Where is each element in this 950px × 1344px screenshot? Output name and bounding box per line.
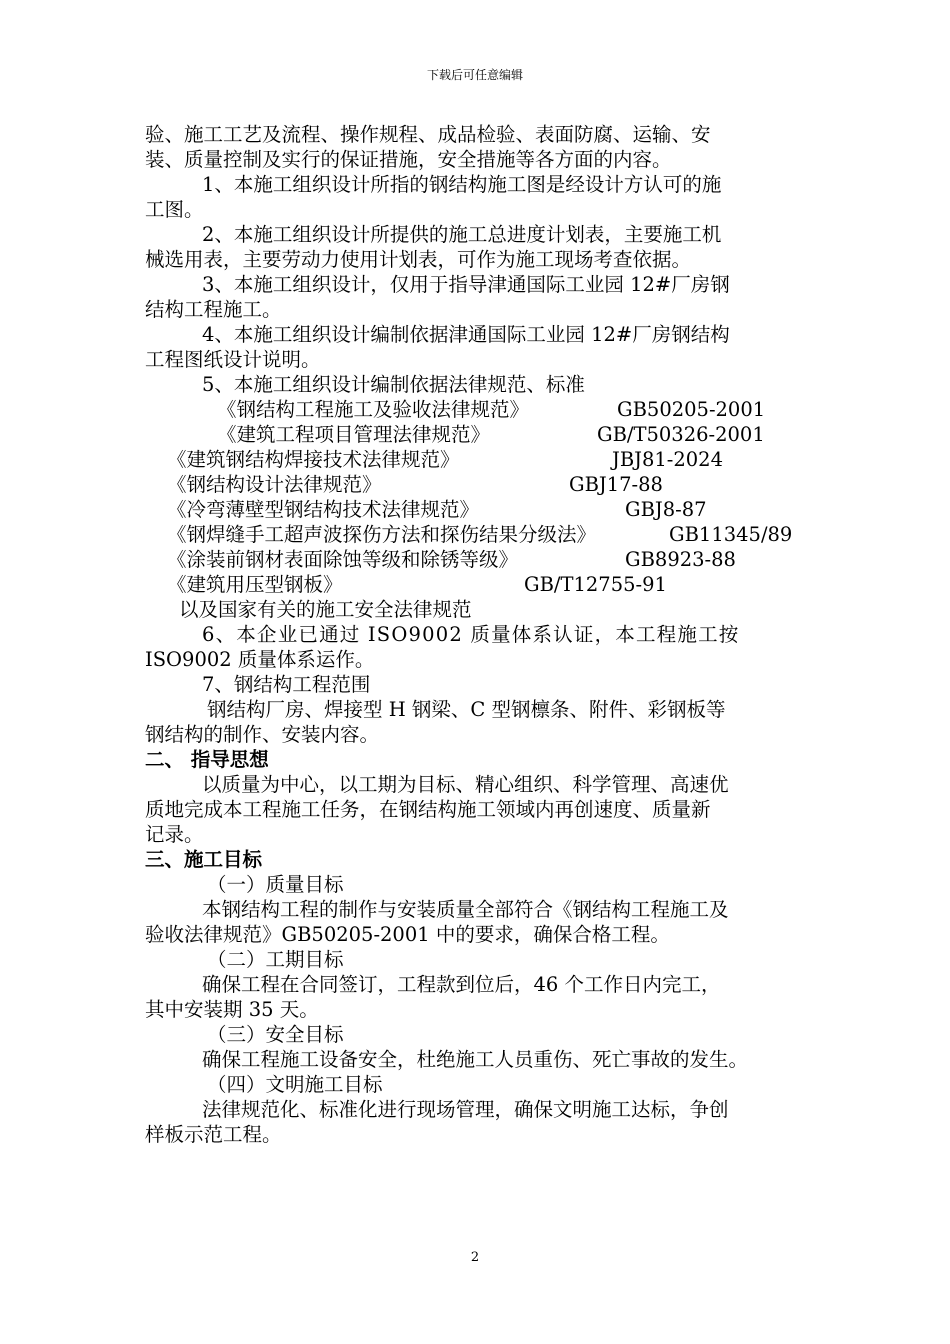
sub-heading: （二）工期目标	[207, 948, 344, 971]
standard-row	[145, 472, 815, 497]
standard-row	[145, 497, 815, 522]
paragraph-line: 验收法律规范》GB50205-2001 中的要求，确保合格工程。	[145, 923, 670, 946]
paragraph-line: 工图。	[145, 198, 204, 221]
paragraph-line: 法律规范化、标准化进行现场管理，确保文明施工达标，争创	[202, 1098, 729, 1121]
standard-code: GB11345/89	[669, 523, 793, 546]
paragraph-line: 确保工程在合同签订，工程款到位后，46 个工作日内完工，	[202, 973, 721, 996]
paragraph-line: 确保工程施工设备安全，杜绝施工人员重伤、死亡事故的发生。	[202, 1048, 749, 1071]
standard-code: GB50205-2001	[617, 398, 766, 421]
section-heading: 三、施工目标	[145, 848, 263, 871]
standard-name: 《钢结构工程施工及验收法律规范》	[217, 398, 530, 421]
paragraph-line: 1、本施工组织设计所指的钢结构施工图是经设计方认可的施	[202, 173, 722, 196]
standard-name: 《建筑工程项目管理法律规范》	[217, 423, 491, 446]
paragraph-line: 4、本施工组织设计编制依据津通国际工业园 12#厂房钢结构	[202, 323, 730, 346]
standard-name: 《钢焊缝手工超声波探伤方法和探伤结果分级法》	[167, 523, 597, 546]
paragraph-line: 样板示范工程。	[145, 1123, 282, 1146]
standard-name: 《涂装前钢材表面除蚀等级和除锈等级》	[167, 548, 519, 571]
paragraph-line: 钢结构厂房、焊接型 H 钢梁、C 型钢檩条、附件、彩钢板等	[207, 698, 726, 721]
standard-row	[145, 547, 815, 572]
paragraph-line: 装、质量控制及实行的保证措施，安全措施等各方面的内容。	[145, 148, 672, 171]
standard-code: GB8923-88	[625, 548, 736, 571]
paragraph-line: 记录。	[145, 823, 204, 846]
standard-row	[145, 422, 815, 447]
paragraph-line: 其中安装期 35 天。	[145, 998, 319, 1021]
paragraph-line: 钢结构的制作、安装内容。	[145, 723, 380, 746]
paragraph-line: 7、钢结构工程范围	[202, 673, 371, 696]
paragraph-line: 结构工程施工。	[145, 298, 282, 321]
standard-name: 《建筑钢结构焊接技术法律规范》	[167, 448, 460, 471]
paragraph-line: 2、本施工组织设计所提供的施工总进度计划表，主要施工机	[202, 223, 722, 246]
standard-code: GBJ17-88	[569, 473, 663, 496]
paragraph-line: ISO9002 质量体系运作。	[145, 648, 375, 671]
section-heading: 二、 指导思想	[145, 748, 269, 771]
page-number: 2	[470, 1250, 480, 1265]
paragraph-line: 械选用表，主要劳动力使用计划表，可作为施工现场考查依据。	[145, 248, 692, 271]
paragraph-line: 以质量为中心，以工期为目标、精心组织、科学管理、高速优	[202, 773, 729, 796]
standard-code: JBJ81-2024	[612, 448, 723, 471]
standard-code: GB/T50326-2001	[597, 423, 765, 446]
paragraph-line: 工程图纸设计说明。	[145, 348, 321, 371]
standard-row	[145, 397, 815, 422]
paragraph-line: 3、本施工组织设计，仅用于指导津通国际工业园 12#厂房钢	[202, 273, 730, 296]
standard-row	[145, 572, 815, 597]
standard-code: GB/T12755-91	[524, 573, 667, 596]
standard-row	[145, 522, 815, 547]
paragraph-line: 本钢结构工程的制作与安装质量全部符合《钢结构工程施工及	[202, 898, 729, 921]
standard-name: 《钢结构设计法律规范》	[167, 473, 382, 496]
paragraph-line: 6、本企业已通过 ISO9002 质量体系认证，本工程施工按	[202, 623, 740, 646]
paragraph-line: 5、本施工组织设计编制依据法律规范、标准	[202, 373, 585, 396]
sub-heading: （三）安全目标	[207, 1023, 344, 1046]
standard-name: 《冷弯薄壁型钢结构技术法律规范》	[167, 498, 480, 521]
standard-code: GBJ8-87	[625, 498, 707, 521]
sub-heading: （一）质量目标	[207, 873, 344, 896]
paragraph-line: 以及国家有关的施工安全法律规范	[179, 598, 472, 621]
paragraph-line: 质地完成本工程施工任务，在钢结构施工领域内再创速度、质量新	[145, 798, 711, 821]
document-body	[145, 122, 815, 1147]
sub-heading: （四）文明施工目标	[207, 1073, 383, 1096]
paragraph-line: 验、施工工艺及流程、操作规程、成品检验、表面防腐、运输、安	[145, 123, 711, 146]
standard-row	[145, 447, 815, 472]
page-header: 下载后可任意编辑	[426, 68, 523, 82]
standard-name: 《建筑用压型钢板》	[167, 573, 343, 596]
